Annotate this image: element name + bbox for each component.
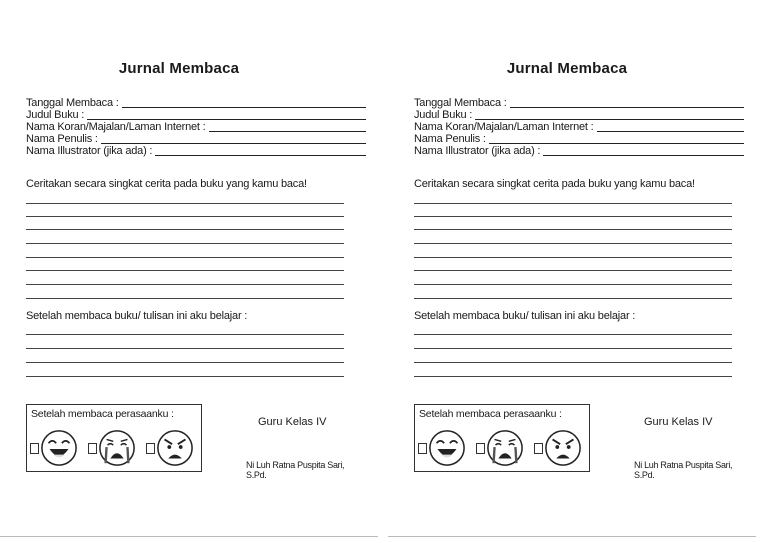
field-nama-illustrator — [414, 145, 744, 157]
happy-face-icon — [428, 429, 466, 467]
story-line[interactable] — [26, 257, 344, 258]
lesson-line[interactable] — [26, 334, 344, 335]
checkbox[interactable] — [476, 443, 485, 454]
lesson-line[interactable] — [26, 376, 344, 377]
field-label: Judul Buku : — [26, 109, 85, 121]
teacher-title: Guru Kelas IV — [258, 416, 327, 428]
story-line[interactable] — [26, 284, 344, 285]
field-label: Tanggal Membaca : — [26, 97, 119, 109]
field-nama-penulis — [414, 133, 744, 145]
mood-choice-angry[interactable] — [146, 429, 194, 467]
write-line[interactable] — [597, 131, 745, 132]
lesson-line[interactable] — [414, 362, 732, 363]
write-line[interactable] — [122, 107, 366, 108]
checkbox[interactable] — [418, 443, 427, 454]
field-label: Nama Illustrator (jika ada) : — [414, 145, 541, 157]
journal-page-left — [12, 0, 382, 543]
mood-box — [414, 404, 590, 472]
journal-page-right — [400, 0, 768, 543]
story-line[interactable] — [414, 243, 732, 244]
angry-face-icon — [544, 429, 582, 467]
field-label: Nama Koran/Majalan/Laman Internet : — [414, 121, 594, 133]
story-line[interactable] — [414, 298, 732, 299]
teacher-name: Ni Luh Ratna Puspita Sari, S.Pd. — [634, 460, 733, 480]
story-prompt: Ceritakan secara singkat cerita pada buku yang kamu baca! — [26, 178, 307, 190]
mood-choice-sad[interactable] — [88, 429, 136, 467]
write-line[interactable] — [101, 143, 366, 144]
write-line[interactable] — [543, 155, 744, 156]
field-judul-buku — [26, 109, 366, 121]
checkbox[interactable] — [534, 443, 543, 454]
crying-face-icon — [98, 429, 136, 467]
story-line[interactable] — [26, 270, 344, 271]
teacher-name: Ni Luh Ratna Puspita Sari, S.Pd. — [246, 460, 345, 480]
checkbox[interactable] — [30, 443, 39, 454]
write-line[interactable] — [510, 107, 744, 108]
lesson-line[interactable] — [26, 348, 344, 349]
field-label: Nama Penulis : — [26, 133, 98, 145]
story-line[interactable] — [26, 216, 344, 217]
story-line[interactable] — [414, 257, 732, 258]
mood-choice-angry[interactable] — [534, 429, 582, 467]
lesson-line[interactable] — [414, 348, 732, 349]
story-line[interactable] — [26, 229, 344, 230]
write-line[interactable] — [87, 119, 366, 120]
mood-prompt: Setelah membaca perasaanku : — [31, 408, 174, 420]
crying-face-icon — [486, 429, 524, 467]
story-line[interactable] — [414, 284, 732, 285]
story-line[interactable] — [414, 229, 732, 230]
lesson-prompt: Setelah membaca buku/ tulisan ini aku belajar : — [414, 310, 636, 322]
mood-choice-happy[interactable] — [30, 429, 78, 467]
lesson-prompt: Setelah membaca buku/ tulisan ini aku belajar : — [26, 310, 248, 322]
mood-prompt: Setelah membaca perasaanku : — [419, 408, 562, 420]
checkbox[interactable] — [88, 443, 97, 454]
page-divider — [0, 536, 378, 537]
field-judul-buku — [414, 109, 744, 121]
story-line[interactable] — [414, 270, 732, 271]
field-nama-koran — [26, 121, 366, 133]
mood-choice-sad[interactable] — [476, 429, 524, 467]
field-label: Judul Buku : — [414, 109, 473, 121]
write-line[interactable] — [475, 119, 744, 120]
story-line[interactable] — [414, 216, 732, 217]
angry-face-icon — [156, 429, 194, 467]
story-line[interactable] — [26, 298, 344, 299]
write-line[interactable] — [155, 155, 366, 156]
happy-face-icon — [40, 429, 78, 467]
checkbox[interactable] — [146, 443, 155, 454]
story-line[interactable] — [414, 203, 732, 204]
journal-title: Jurnal Membaca — [118, 60, 240, 77]
write-line[interactable] — [209, 131, 367, 132]
lesson-line[interactable] — [26, 362, 344, 363]
field-label: Nama Illustrator (jika ada) : — [26, 145, 153, 157]
write-line[interactable] — [489, 143, 744, 144]
field-nama-koran — [414, 121, 744, 133]
mood-box — [26, 404, 202, 472]
field-tanggal-membaca — [414, 97, 744, 109]
teacher-title: Guru Kelas IV — [644, 416, 713, 428]
lesson-line[interactable] — [414, 334, 732, 335]
story-prompt: Ceritakan secara singkat cerita pada buku yang kamu baca! — [414, 178, 695, 190]
field-tanggal-membaca — [26, 97, 366, 109]
mood-choice-happy[interactable] — [418, 429, 466, 467]
journal-title: Jurnal Membaca — [506, 60, 628, 77]
field-nama-penulis — [26, 133, 366, 145]
lesson-line[interactable] — [414, 376, 732, 377]
page-divider — [388, 536, 756, 537]
field-label: Tanggal Membaca : — [414, 97, 507, 109]
field-label: Nama Koran/Majalan/Laman Internet : — [26, 121, 206, 133]
story-line[interactable] — [26, 243, 344, 244]
story-line[interactable] — [26, 203, 344, 204]
field-nama-illustrator — [26, 145, 366, 157]
field-label: Nama Penulis : — [414, 133, 486, 145]
